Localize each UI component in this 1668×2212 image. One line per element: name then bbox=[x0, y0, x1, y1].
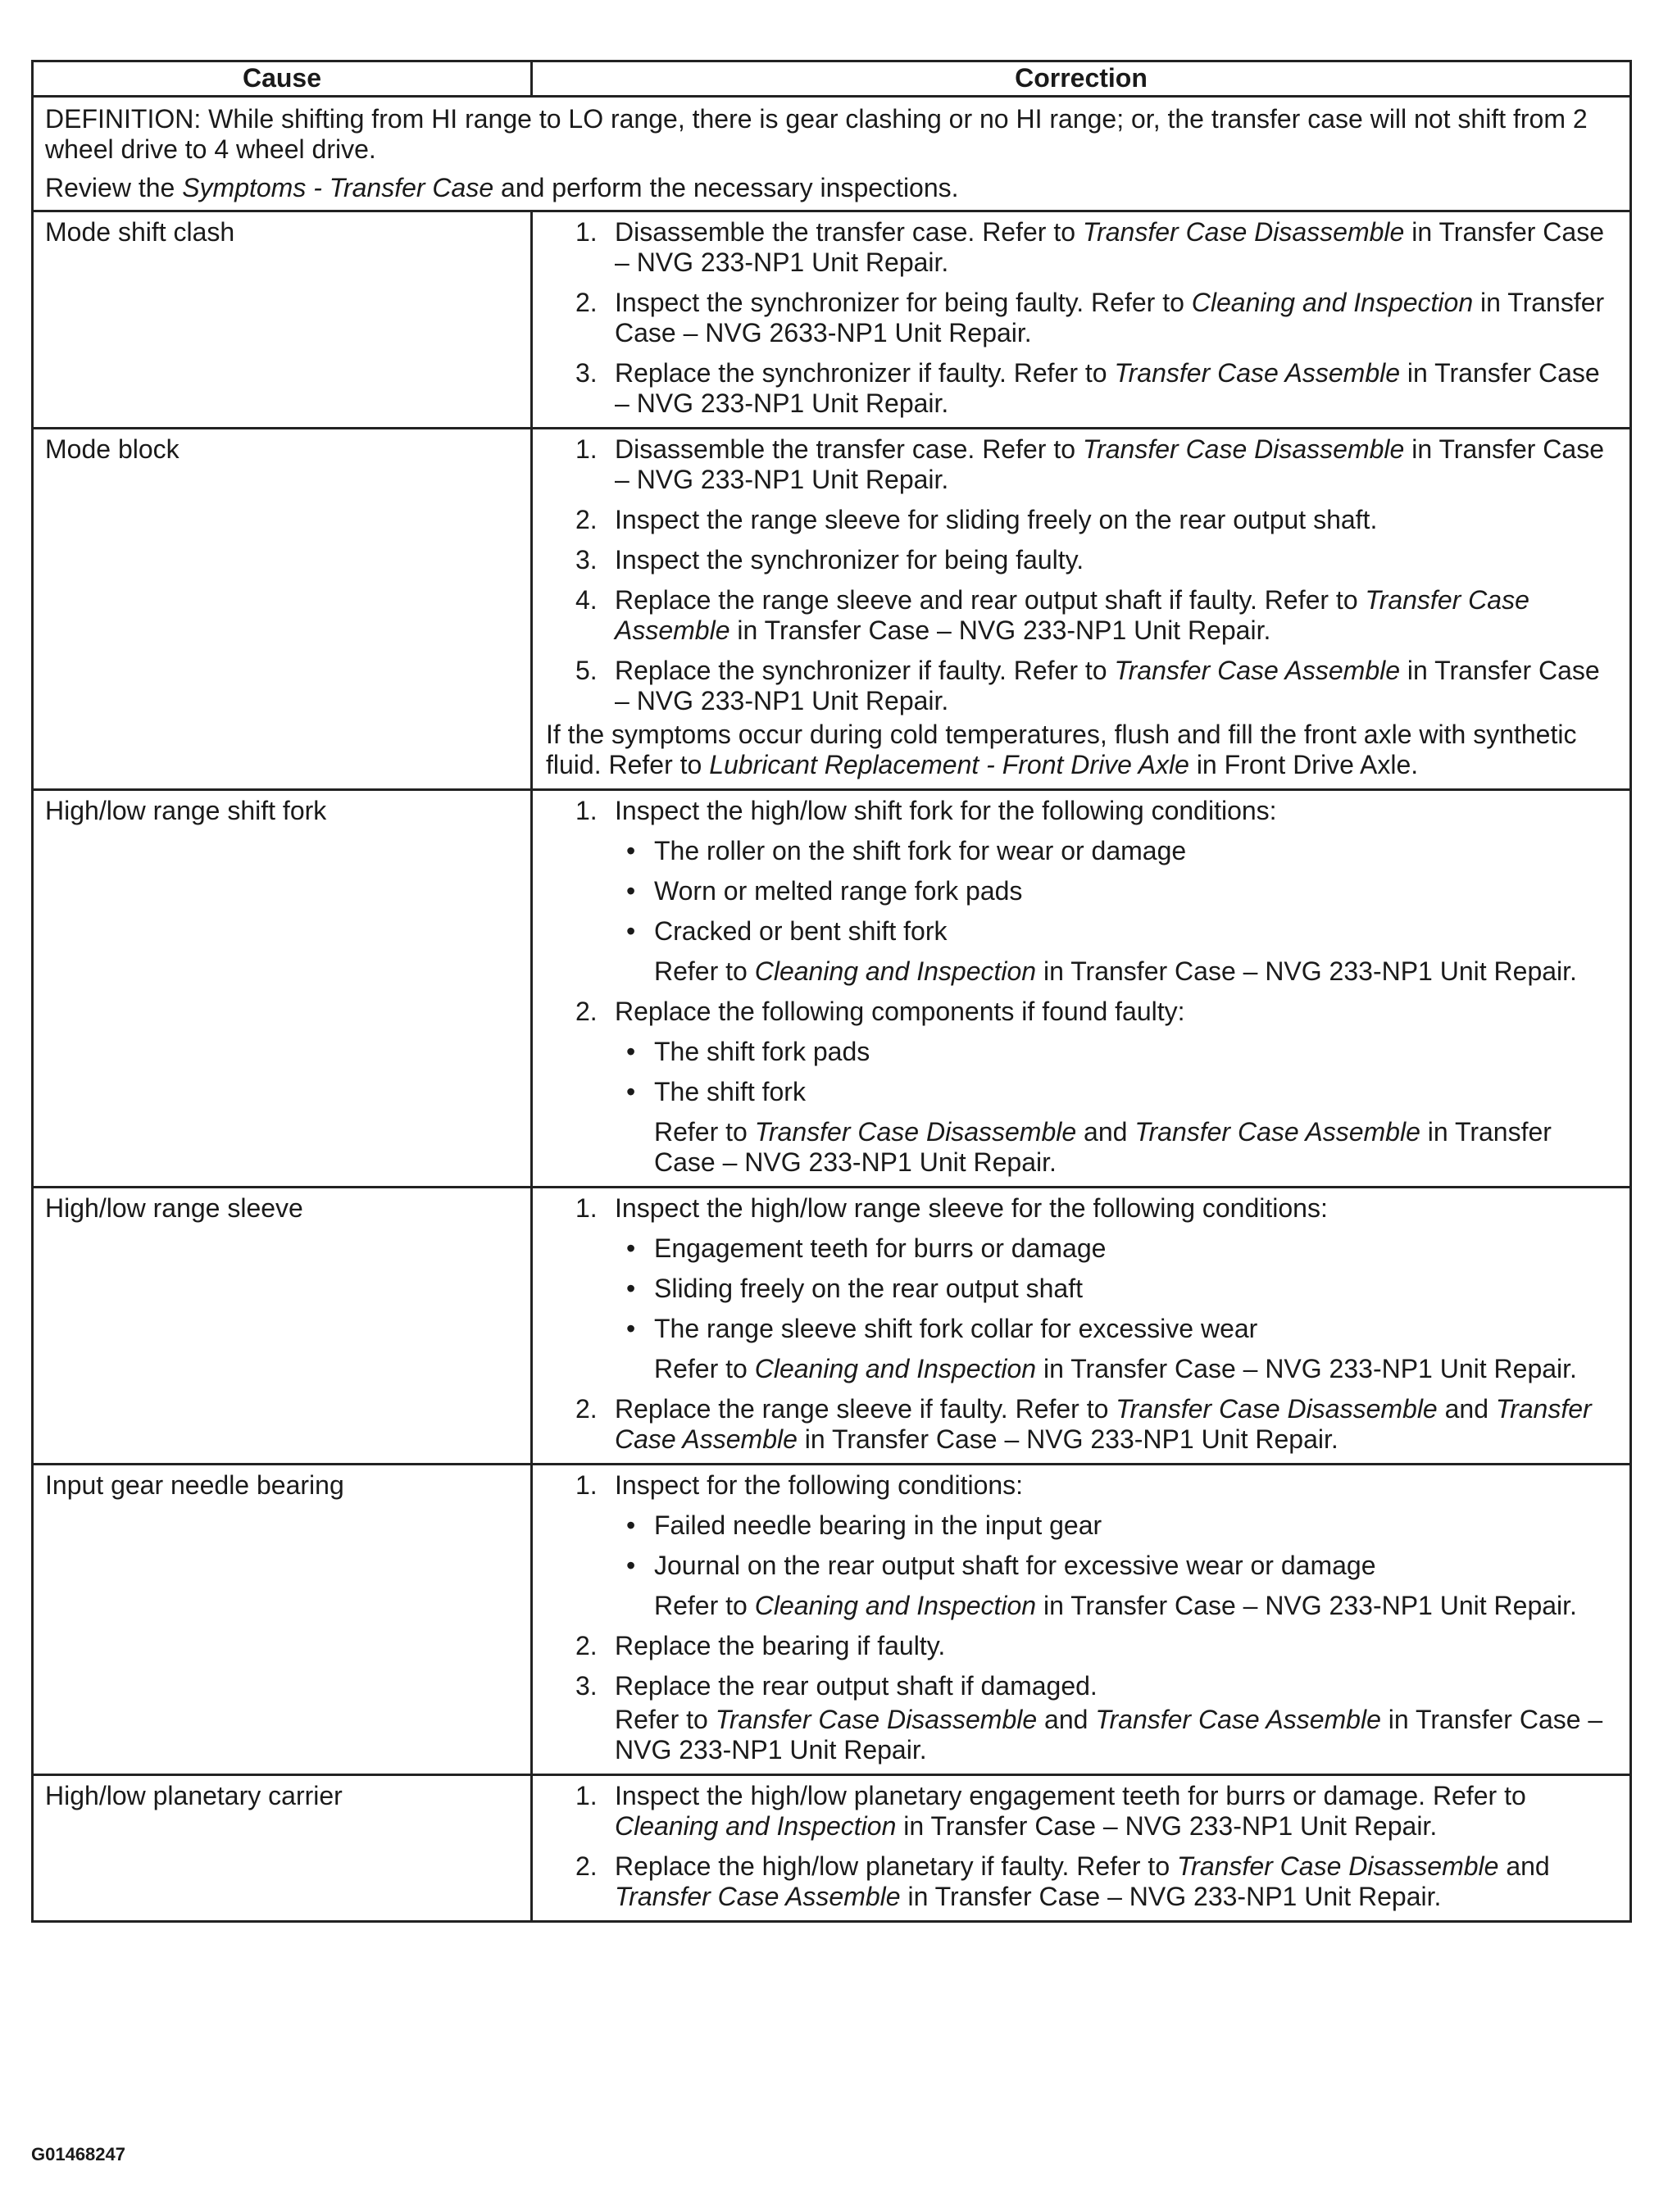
condition-item bbox=[615, 836, 1618, 866]
cause-cell: High/low range shift fork bbox=[33, 790, 532, 1188]
definition-cell bbox=[33, 97, 1631, 211]
ref-text: Refer to bbox=[654, 1354, 755, 1383]
ref-doc-title: Cleaning and Inspection bbox=[754, 1591, 1037, 1620]
bullet-icon: • bbox=[626, 1314, 636, 1343]
cause-row bbox=[33, 1188, 1631, 1465]
condition-text: The shift fork pads bbox=[654, 1037, 870, 1066]
bullet-icon: • bbox=[626, 1037, 636, 1066]
correction-step bbox=[544, 796, 1618, 987]
ref-text: Replace the range sleeve if faulty. Refer to bbox=[615, 1394, 1116, 1424]
step-number: 3. bbox=[575, 1671, 598, 1701]
correction-step bbox=[544, 1671, 1618, 1701]
review-link: Symptoms - Transfer Case bbox=[182, 173, 494, 202]
condition-text: The shift fork bbox=[654, 1077, 806, 1106]
ref-text: in Transfer Case – NVG 233-NP1 Unit Repair. bbox=[615, 1705, 1603, 1765]
correction-step bbox=[544, 217, 1618, 278]
correction-step bbox=[544, 1631, 1618, 1661]
ref-text: in Front Drive Axle. bbox=[1189, 750, 1419, 779]
step-number: 5. bbox=[575, 656, 598, 685]
condition-list bbox=[615, 836, 1618, 947]
ref-doc-title: Transfer Case Assemble bbox=[1114, 358, 1401, 388]
correction-step bbox=[544, 288, 1618, 348]
step-number: 4. bbox=[575, 585, 598, 615]
review-text bbox=[45, 173, 1618, 203]
ref-text: in Transfer Case – NVG 233-NP1 Unit Repair. bbox=[615, 434, 1604, 494]
correction-step bbox=[544, 545, 1618, 575]
condition-list bbox=[615, 1037, 1618, 1107]
step-reference bbox=[615, 1117, 1618, 1178]
condition-item bbox=[615, 1314, 1618, 1344]
condition-text: The roller on the shift fork for wear or damage bbox=[654, 836, 1187, 865]
step-list bbox=[544, 434, 1618, 716]
step-number: 2. bbox=[575, 1851, 598, 1881]
condition-item bbox=[615, 916, 1618, 947]
step-reference bbox=[615, 1354, 1618, 1384]
ref-text: Refer to bbox=[654, 1591, 755, 1620]
ref-text: Inspect for the following conditions: bbox=[615, 1470, 1024, 1500]
bullet-icon: • bbox=[626, 1510, 636, 1540]
ref-text: Replace the rear output shaft if damaged. bbox=[615, 1671, 1098, 1701]
step-number: 1. bbox=[575, 1470, 598, 1500]
ref-text: Disassemble the transfer case. Refer to bbox=[615, 434, 1083, 464]
cause-cell: Mode block bbox=[33, 429, 532, 790]
ref-text: Replace the synchronizer if faulty. Refer to bbox=[615, 358, 1115, 388]
ref-text: in Transfer Case – NVG 233-NP1 Unit Repair. bbox=[900, 1882, 1442, 1911]
step-list bbox=[544, 217, 1618, 419]
correction-step bbox=[544, 434, 1618, 495]
ref-doc-title: Transfer Case Assemble bbox=[1114, 656, 1401, 685]
bullet-icon: • bbox=[626, 836, 636, 865]
cause-cell: High/low range sleeve bbox=[33, 1188, 532, 1465]
correction-cell bbox=[532, 790, 1631, 1188]
step-list bbox=[544, 1470, 1618, 1701]
cause-row bbox=[33, 429, 1631, 790]
condition-item bbox=[615, 1551, 1618, 1581]
correction-step bbox=[544, 1193, 1618, 1384]
ref-text: in Transfer Case – NVG 233-NP1 Unit Repair. bbox=[615, 217, 1604, 277]
ref-doc-title: Transfer Case Assemble bbox=[615, 1394, 1592, 1454]
condition-item bbox=[615, 1233, 1618, 1264]
bullet-icon: • bbox=[626, 1551, 636, 1580]
ref-doc-title: Transfer Case Assemble bbox=[615, 1882, 901, 1911]
ref-text: Refer to bbox=[615, 1705, 716, 1734]
step-number: 2. bbox=[575, 997, 598, 1026]
condition-text: The range sleeve shift fork collar for excessive wear bbox=[654, 1314, 1258, 1343]
condition-item bbox=[615, 1037, 1618, 1067]
ref-text: and bbox=[1076, 1117, 1135, 1147]
correction-cell bbox=[532, 1775, 1631, 1922]
correction-cell bbox=[532, 1465, 1631, 1775]
ref-doc-title: Transfer Case Assemble bbox=[1134, 1117, 1420, 1147]
step-list bbox=[544, 1781, 1618, 1912]
ref-text: in Transfer Case – NVG 233-NP1 Unit Repair. bbox=[896, 1811, 1438, 1841]
correction-cell bbox=[532, 1188, 1631, 1465]
ref-text: in Transfer Case – NVG 233-NP1 Unit Repair. bbox=[615, 358, 1600, 418]
condition-item bbox=[615, 1274, 1618, 1304]
step-number: 1. bbox=[575, 796, 598, 825]
ref-text: in Transfer Case – NVG 233-NP1 Unit Repair. bbox=[1036, 1591, 1577, 1620]
ref-text: in Transfer Case – NVG 2633-NP1 Unit Repair. bbox=[615, 288, 1605, 347]
ref-text: Inspect the high/low shift fork for the following conditions: bbox=[615, 796, 1277, 825]
cold-weather-note bbox=[544, 720, 1618, 780]
ref-text: in Transfer Case – NVG 233-NP1 Unit Repair. bbox=[729, 615, 1271, 645]
correction-step bbox=[544, 1851, 1618, 1912]
step-number: 1. bbox=[575, 434, 598, 464]
step-reference bbox=[615, 1591, 1618, 1621]
ref-text: Refer to bbox=[654, 1117, 755, 1147]
ref-text: in Transfer Case – NVG 233-NP1 Unit Repair. bbox=[1036, 956, 1577, 986]
ref-text: in Transfer Case – NVG 233-NP1 Unit Repair. bbox=[654, 1117, 1552, 1177]
header-cause: Cause bbox=[33, 61, 532, 97]
step-number: 3. bbox=[575, 545, 598, 575]
ref-doc-title: Cleaning and Inspection bbox=[615, 1811, 897, 1841]
definition-text: DEFINITION: While shifting from HI range to LO range, there is gear clashing or no HI range; or, the transfer case will not shift from 2 wheel drive to 4 wheel drive. bbox=[45, 104, 1588, 164]
cause-row bbox=[33, 1465, 1631, 1775]
correction-cell bbox=[532, 429, 1631, 790]
ref-text: Refer to bbox=[654, 956, 755, 986]
ref-doc-title: Cleaning and Inspection bbox=[1191, 288, 1474, 317]
correction-step bbox=[544, 585, 1618, 646]
header-correction: Correction bbox=[532, 61, 1631, 97]
correction-step bbox=[544, 656, 1618, 716]
condition-item bbox=[615, 1510, 1618, 1541]
step-number: 1. bbox=[575, 217, 598, 247]
definition-row bbox=[33, 97, 1631, 211]
bullet-icon: • bbox=[626, 1274, 636, 1303]
ref-text: and bbox=[1498, 1851, 1550, 1881]
ref-text: Disassemble the transfer case. Refer to bbox=[615, 217, 1083, 247]
correction-step bbox=[544, 358, 1618, 419]
step-number: 2. bbox=[575, 288, 598, 317]
correction-step bbox=[544, 505, 1618, 535]
ref-doc-title: Transfer Case Assemble bbox=[1095, 1705, 1381, 1734]
ref-text: in Transfer Case – NVG 233-NP1 Unit Repair. bbox=[797, 1424, 1338, 1454]
bullet-icon: • bbox=[626, 876, 636, 906]
diagnostic-table bbox=[31, 60, 1632, 1923]
step-reference bbox=[615, 956, 1618, 987]
ref-doc-title: Cleaning and Inspection bbox=[754, 1354, 1037, 1383]
ref-text: Inspect the high/low planetary engagement teeth for burrs or damage. Refer to bbox=[615, 1781, 1526, 1810]
condition-text: Cracked or bent shift fork bbox=[654, 916, 948, 946]
step-list bbox=[544, 1193, 1618, 1455]
ref-text: Inspect the high/low range sleeve for the following conditions: bbox=[615, 1193, 1328, 1223]
ref-doc-title: Transfer Case Disassemble bbox=[1082, 217, 1405, 247]
ref-text: in Transfer Case – NVG 233-NP1 Unit Repair. bbox=[1036, 1354, 1577, 1383]
step-number: 1. bbox=[575, 1781, 598, 1810]
ref-text: Replace the synchronizer if faulty. Refer to bbox=[615, 656, 1115, 685]
cause-row bbox=[33, 790, 1631, 1188]
ref-doc-title: Transfer Case Disassemble bbox=[1082, 434, 1405, 464]
ref-text: in Transfer Case – NVG 233-NP1 Unit Repair. bbox=[615, 656, 1600, 715]
cause-cell: Mode shift clash bbox=[33, 211, 532, 429]
cause-row bbox=[33, 211, 1631, 429]
ref-text: Replace the high/low planetary if faulty. Refer to bbox=[615, 1851, 1177, 1881]
condition-list bbox=[615, 1510, 1618, 1581]
condition-text: Failed needle bearing in the input gear bbox=[654, 1510, 1102, 1540]
ref-text: and bbox=[1037, 1705, 1096, 1734]
cause-row bbox=[33, 1775, 1631, 1922]
bullet-icon: • bbox=[626, 1077, 636, 1106]
figure-code: G01468247 bbox=[31, 2144, 125, 2164]
cause-cell: High/low planetary carrier bbox=[33, 1775, 532, 1922]
ref-doc-title: Lubricant Replacement - Front Drive Axle bbox=[709, 750, 1189, 779]
cause-cell: Input gear needle bearing bbox=[33, 1465, 532, 1775]
correction-step bbox=[544, 1781, 1618, 1842]
condition-text: Journal on the rear output shaft for excessive wear or damage bbox=[654, 1551, 1376, 1580]
correction-step bbox=[544, 1470, 1618, 1621]
step-number: 2. bbox=[575, 505, 598, 534]
correction-cell bbox=[532, 211, 1631, 429]
ref-doc-title: Cleaning and Inspection bbox=[754, 956, 1037, 986]
ref-text: Replace the bearing if faulty. bbox=[615, 1631, 946, 1660]
condition-text: Worn or melted range fork pads bbox=[654, 876, 1023, 906]
ref-text: Inspect the synchronizer for being faulty. Refer to bbox=[615, 288, 1192, 317]
step-reference bbox=[544, 1705, 1618, 1765]
step-number: 2. bbox=[575, 1631, 598, 1660]
condition-list bbox=[615, 1233, 1618, 1344]
review-pre: Review the bbox=[45, 173, 183, 202]
condition-text: Sliding freely on the rear output shaft bbox=[654, 1274, 1083, 1303]
step-number: 3. bbox=[575, 358, 598, 388]
condition-item bbox=[615, 876, 1618, 906]
condition-item bbox=[615, 1077, 1618, 1107]
step-list bbox=[544, 796, 1618, 1178]
ref-doc-title: Transfer Case Disassemble bbox=[754, 1117, 1077, 1147]
ref-doc-title: Transfer Case Disassemble bbox=[1177, 1851, 1499, 1881]
step-number: 1. bbox=[575, 1193, 598, 1223]
ref-text: Inspect the synchronizer for being faulty. bbox=[615, 545, 1084, 575]
step-number: 2. bbox=[575, 1394, 598, 1424]
header-row bbox=[33, 61, 1631, 97]
ref-text: If the symptoms occur during cold temperatures, flush and fill the front axle with synthetic fluid. Refer to bbox=[546, 720, 1577, 779]
ref-doc-title: Transfer Case Disassemble bbox=[715, 1705, 1038, 1734]
condition-text: Engagement teeth for burrs or damage bbox=[654, 1233, 1107, 1263]
ref-text: Replace the following components if found faulty: bbox=[615, 997, 1185, 1026]
review-post: and perform the necessary inspections. bbox=[493, 173, 959, 202]
bullet-icon: • bbox=[626, 916, 636, 946]
ref-doc-title: Transfer Case Assemble bbox=[615, 585, 1529, 645]
bullet-icon: • bbox=[626, 1233, 636, 1263]
ref-text: Replace the range sleeve and rear output shaft if faulty. Refer to bbox=[615, 585, 1366, 615]
correction-step bbox=[544, 1394, 1618, 1455]
ref-doc-title: Transfer Case Disassemble bbox=[1116, 1394, 1438, 1424]
ref-text: and bbox=[1437, 1394, 1496, 1424]
correction-step bbox=[544, 997, 1618, 1178]
ref-text: Inspect the range sleeve for sliding freely on the rear output shaft. bbox=[615, 505, 1378, 534]
